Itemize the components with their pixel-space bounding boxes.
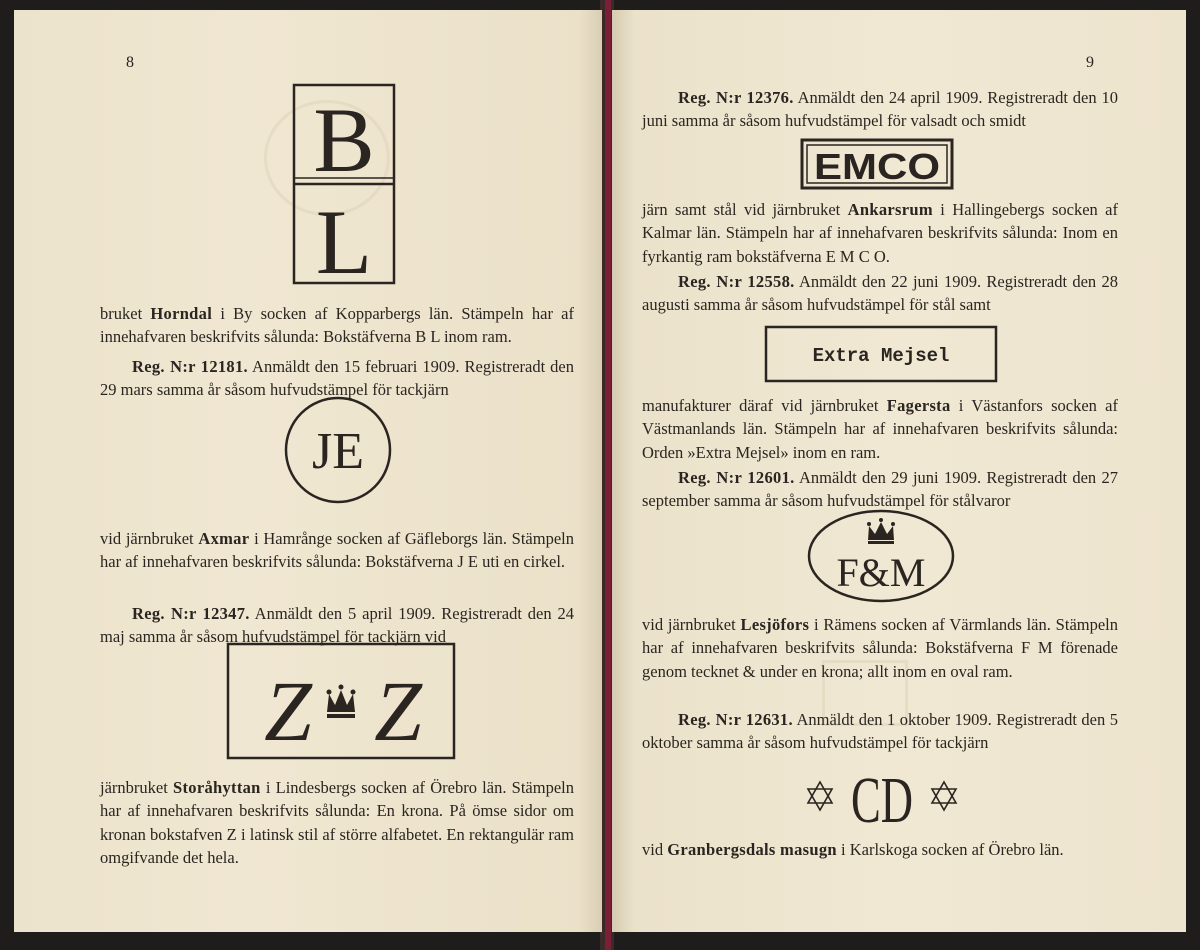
paragraph-reg-12376: Reg. N:r 12376. Anmäldt den 24 april 1909. Registreradt den 10 juni samma år såsom hufvudstämpel för valsadt och smidt [642,88,1118,131]
stamp-cd-text: CD [851,764,913,832]
stamp-zz-left: Z [264,663,312,759]
stamp-fm-text: F&M [836,550,926,595]
paragraph-fagersta: manufakturer däraf vid järnbruket Fagersta i Västanfors socken af Västmanlands län. Stämpeln har af innehafvaren beskrifvits sålunda: Orden »Extra Mejsel» inom en ram. [642,396,1118,462]
crown-icon [867,518,895,544]
stamp-bl-letter-bottom: L [315,191,373,285]
stamp-emco [800,138,954,190]
paragraph-ankarsrum: järn samt stål vid järnbruket Ankarsrum i Hallingebergs socken af Kalmar län. Stämpeln har af innehafvaren beskrifvits sålunda: Inom en fyrkantig ram bokstäfverna E M C O. [642,200,1118,266]
paragraph-reg-12347: Reg. N:r 12347. Anmäldt den 5 april 1909. Registreradt den 24 maj samma år såsom hufvudstämpel för tackjärn vid [100,604,574,647]
star-icon-right [932,782,956,810]
paragraph-storahyttan: järnbruket Storåhyttan i Lindesbergs socken af Örebro län. Stämpeln har af innehafvaren beskrifvits sålunda: En krona. På ömse sidor om kronan bokstafven Z i latinsk stil af större alfabetet. En rektangulär ram omgifvande det hela. [100,778,574,868]
stamp-bl-letter-top: B [313,89,375,191]
crown-icon [327,685,356,719]
bookmark-ribbon [605,0,611,950]
paragraph-reg-12558: Reg. N:r 12558. Anmäldt den 22 juni 1909. Registreradt den 28 augusti samma år såsom hufvudstämpel för stål samt [642,272,1118,315]
right-page [612,10,1186,932]
stamp-je [282,394,394,506]
stamp-bl [292,83,396,285]
stamp-emco-text: EMCO [814,146,940,187]
stamp-fm [806,508,956,604]
stamp-zz [226,642,456,760]
paragraph-granbergsdal: vid Granbergsdals masugn i Karlskoga socken af Örebro län. [642,840,1064,859]
paragraph-axmar: vid järnbruket Axmar i Hamrånge socken af Gäfleborgs län. Stämpeln har af innehafvaren beskrifvits sålunda: Bokstäfverna J E uti en cirkel. [100,529,575,572]
paragraph-horndal: bruket Horndal i By socken af Kopparbergs län. Stämpeln har af innehafvaren beskrifvits sålunda: Bokstäfverna B L inom ram. [100,304,575,347]
stamp-extra-mejsel-text: Extra Mejsel [812,345,950,367]
star-icon-left [808,782,832,810]
stamp-cd [802,758,962,832]
paragraph-reg-12631: Reg. N:r 12631. Anmäldt den 1 oktober 1909. Registreradt den 5 oktober samma år såsom hufvudstämpel för tackjärn [642,710,1118,753]
stamp-zz-right: Z [374,663,422,759]
paragraph-reg-12601: Reg. N:r 12601. Anmäldt den 29 juni 1909. Registreradt den 27 september samma år såsom hufvudstämpel för stålvaror [642,468,1118,511]
paragraph-lesjofors: vid järnbruket Lesjöfors i Rämens socken af Värmlands län. Stämpeln har af innehafvaren beskrifvits sålunda: Bokstäfverna F M förenade genom tecknet & under en krona; allt inom en oval ram. [642,615,1119,681]
page-number: 8 [126,54,134,71]
stamp-je-text: JE [312,423,364,480]
paragraph-reg-12181: Reg. N:r 12181. Anmäldt den 15 februari 1909. Registreradt den 29 mars samma år såsom hufvudstämpel för tackjärn [100,357,574,400]
stamp-extra-mejsel [764,325,998,383]
page-number: 9 [1086,54,1094,71]
left-page [14,10,602,932]
